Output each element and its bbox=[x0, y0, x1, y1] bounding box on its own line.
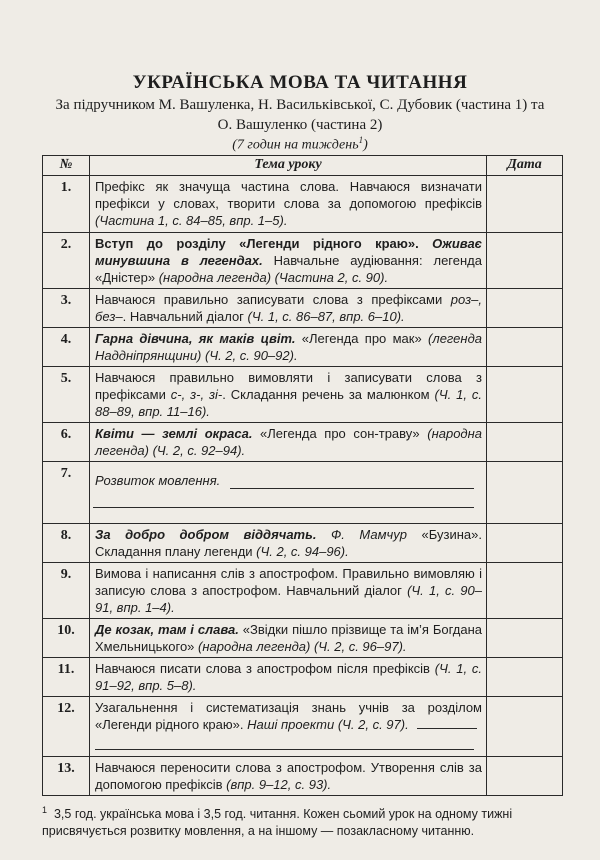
topic-fragment: (легенда Наддніпрянщини) (Ч. 2, с. 90–92). bbox=[95, 331, 482, 363]
lesson-topic bbox=[90, 524, 487, 563]
topic-fragment: Вимова і написання слів з апострофом. Правильно вимовляю і записую слова з апострофом. Навчальний діалог bbox=[95, 566, 482, 598]
topic-fragment: За добро добром віддячать. bbox=[95, 527, 317, 542]
topic-fragment: (Ч. 1, с. 88–89, впр. 11–16). bbox=[95, 387, 482, 419]
lesson-date-cell[interactable] bbox=[487, 563, 563, 619]
lesson-number: 1. bbox=[43, 176, 90, 233]
hours-note bbox=[0, 135, 600, 154]
topic-fragment: Навчаюся переносити слова з апострофом. Утворення слів за допомогою префіксів bbox=[95, 760, 482, 792]
topic-fragment: (народна легенда) (Частина 2, с. 90). bbox=[158, 270, 389, 285]
lesson-date-cell[interactable] bbox=[487, 524, 563, 563]
topic-fragment: (Ч. 1, с. 86–87, впр. 6–10). bbox=[247, 309, 405, 324]
lesson-topic bbox=[90, 757, 487, 796]
topic-fragment: . Складання речень за малюнком bbox=[222, 387, 435, 402]
topic-fragment: (Ч. 2, с. 94–96). bbox=[256, 544, 349, 559]
topic-fragment: (Ч. 1, с. 91–92, впр. 5–8). bbox=[95, 661, 482, 693]
lesson-topic bbox=[90, 289, 487, 328]
topic-fragment: Вступ до розділу «Легенди рідного краю». bbox=[95, 236, 419, 251]
lesson-table bbox=[42, 155, 563, 796]
write-in-line[interactable] bbox=[230, 474, 474, 489]
lesson-topic bbox=[90, 697, 487, 757]
topic-fragment: Квіти — землі окраса. bbox=[95, 426, 253, 441]
lesson-number: 5. bbox=[43, 367, 90, 423]
lesson-number: 10. bbox=[43, 619, 90, 658]
topic-fragment: (Ч. 2, с. 97). bbox=[337, 717, 409, 732]
write-in-line[interactable] bbox=[93, 489, 474, 508]
column-header-number: № bbox=[43, 156, 90, 176]
topic-fragment: (Ч. 1, с. 90–91, впр. 1–4). bbox=[95, 583, 482, 615]
topic-fragment: Оживає минувшина в легендах. bbox=[95, 236, 482, 268]
lesson-number: 7. bbox=[43, 462, 90, 524]
topic-fragment: Узагальнення і систематизація знань учнів за розділом «Легенди рідного краю». bbox=[95, 700, 482, 732]
lesson-topic bbox=[90, 563, 487, 619]
footnote-divider bbox=[42, 795, 192, 796]
topic-fragment: . Навчальний діалог bbox=[122, 309, 248, 324]
topic-fragment bbox=[419, 236, 432, 251]
table-body bbox=[43, 176, 563, 796]
lesson-date-cell[interactable] bbox=[487, 462, 563, 524]
topic-fragment: «Бузина». Складання плану легенди bbox=[95, 527, 482, 559]
table-row bbox=[43, 233, 563, 289]
topic-fragment: Ф. Мамчур bbox=[330, 527, 408, 542]
table-row bbox=[43, 328, 563, 367]
topic-fragment: «Легенда про сон-траву» bbox=[252, 426, 428, 441]
topic-fragment: «Звідки пішло прізвище та ім’я Богдана Хмельницького» bbox=[95, 622, 482, 654]
lesson-date-cell[interactable] bbox=[487, 757, 563, 796]
lesson-topic bbox=[90, 462, 487, 524]
topic-fragment: с-, з-, зі- bbox=[170, 387, 223, 402]
lesson-number: 4. bbox=[43, 328, 90, 367]
lesson-number: 9. bbox=[43, 563, 90, 619]
lesson-date-cell[interactable] bbox=[487, 423, 563, 462]
lesson-number: 8. bbox=[43, 524, 90, 563]
table-row bbox=[43, 289, 563, 328]
table-row bbox=[43, 462, 563, 524]
table-row bbox=[43, 697, 563, 757]
lesson-topic bbox=[90, 423, 487, 462]
lesson-date-cell[interactable] bbox=[487, 697, 563, 757]
page-title: УКРАЇНСЬКА МОВА ТА ЧИТАННЯ bbox=[132, 72, 468, 93]
topic-fragment: Навчальне аудіювання: легенда «Дністер» bbox=[95, 253, 482, 285]
table-row bbox=[43, 563, 563, 619]
topic-fragment: Наші проекти bbox=[247, 717, 335, 732]
lesson-date-cell[interactable] bbox=[487, 289, 563, 328]
table-row bbox=[43, 176, 563, 233]
topic-fragment: (народна легенда) (Ч. 2, с. 92–94). bbox=[95, 426, 482, 458]
lesson-topic bbox=[90, 658, 487, 697]
lesson-topic bbox=[90, 328, 487, 367]
lesson-number: 12. bbox=[43, 697, 90, 757]
lesson-date-cell[interactable] bbox=[487, 328, 563, 367]
topic-fragment bbox=[316, 527, 331, 542]
footnote bbox=[42, 802, 557, 840]
column-header-date: Дата bbox=[487, 156, 563, 176]
topic-fragment: (впр. 9–12, с. 93). bbox=[226, 777, 332, 792]
lesson-number: 3. bbox=[43, 289, 90, 328]
lesson-date-cell[interactable] bbox=[487, 619, 563, 658]
table-row bbox=[43, 757, 563, 796]
topic-fragment: «Легенда про мак» bbox=[295, 331, 429, 346]
topic-fragment: Гарна дівчина, як маків цвіт. bbox=[95, 331, 296, 346]
footnote-text: 3,5 год. українська мова і 3,5 год. читання. Кожен сьомий урок на одному тижні присвячується розвитку мовлення, а на іншому — позакласному читанню. bbox=[42, 807, 513, 839]
hours-text: (7 годин на тиждень bbox=[232, 137, 359, 153]
topic-fragment: Навчаюся правильно записувати слова з префіксами bbox=[95, 292, 451, 307]
footnote-mark: 1 bbox=[358, 135, 364, 145]
topic-fragment: (Частина 1, с. 84–85, впр. 1–5). bbox=[95, 213, 288, 228]
hours-close: ) bbox=[363, 137, 368, 153]
topic-fragment: (народна легенда) (Ч. 2, с. 96–97). bbox=[198, 639, 407, 654]
column-header-topic: Тема уроку bbox=[90, 156, 487, 176]
topic-fragment: Навчаюся правильно вимовляти і записувати слова з префіксами bbox=[95, 370, 482, 402]
lesson-topic bbox=[90, 619, 487, 658]
table-row bbox=[43, 619, 563, 658]
lesson-number: 6. bbox=[43, 423, 90, 462]
lesson-topic bbox=[90, 233, 487, 289]
topic-fragment: Де козак, там і слава. bbox=[95, 622, 239, 637]
lesson-number: 2. bbox=[43, 233, 90, 289]
write-in-line[interactable] bbox=[95, 733, 474, 750]
topic-fragment: Префікс як значуща частина слова. Навчаюся визначати префікси у словах, творити слова за допомогою префіксів bbox=[95, 179, 482, 211]
topic-fragment: Розвиток мовлення. bbox=[95, 473, 221, 488]
footnote-number: 1 bbox=[42, 805, 48, 815]
subtitle-line-2: О. Вашуленко (частина 2) bbox=[217, 117, 383, 133]
subtitle-line-1: За підручником М. Вашуленка, Н. Васильківської, С. Дубовик (частина 1) та bbox=[55, 97, 545, 113]
lesson-topic bbox=[90, 176, 487, 233]
topic-fragment: роз–, без– bbox=[95, 292, 482, 324]
write-in-line[interactable] bbox=[417, 716, 477, 729]
table-row bbox=[43, 658, 563, 697]
lesson-number: 13. bbox=[43, 757, 90, 796]
table-row bbox=[43, 367, 563, 423]
lesson-number: 11. bbox=[43, 658, 90, 697]
lesson-date-cell[interactable] bbox=[487, 658, 563, 697]
lesson-date-cell[interactable] bbox=[487, 367, 563, 423]
lesson-date-cell[interactable] bbox=[487, 176, 563, 233]
table-header-row bbox=[43, 156, 563, 176]
lesson-topic bbox=[90, 367, 487, 423]
topic-fragment: Навчаюся писати слова з апострофом після префіксів bbox=[95, 661, 435, 676]
lesson-date-cell[interactable] bbox=[487, 233, 563, 289]
table-row bbox=[43, 524, 563, 563]
table-row bbox=[43, 423, 563, 462]
